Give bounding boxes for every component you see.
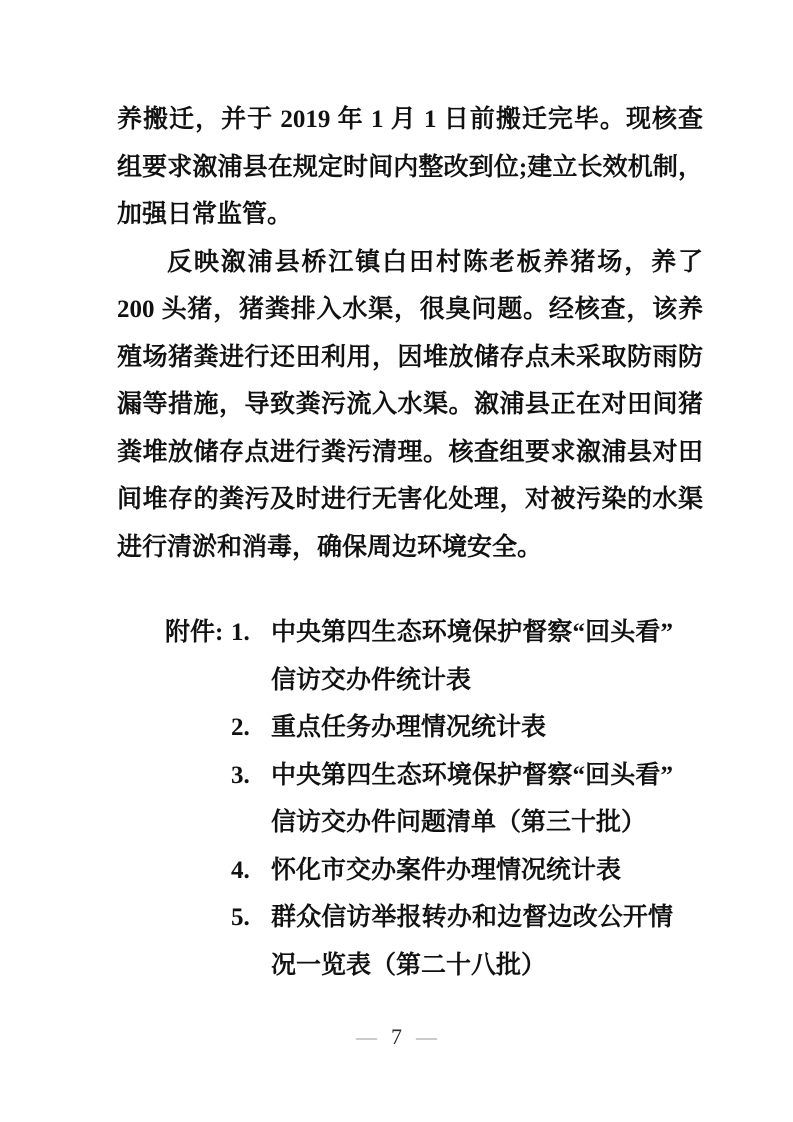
attachment-number: 3. (231, 761, 250, 789)
attachment-item-4 (231, 847, 703, 895)
attachment-item-3 (231, 752, 703, 847)
attachment-number: 1. (231, 619, 250, 646)
attachment-line: 中央第四生态环境保护督察“回头看” (271, 619, 673, 646)
attachment-item-1 (165, 609, 703, 704)
attachment-item-2 (231, 704, 703, 752)
footer-dash-right: — (416, 1025, 437, 1049)
text-line: 殖场猪粪进行还田利用，因堆放储存点未采取防雨防 (117, 343, 703, 371)
attachment-line: 信访交办件问题清单（第三十批） (271, 809, 647, 836)
text-line: 200 头猪，猪粪排入水渠，很臭问题。经核查，该养 (117, 296, 703, 323)
attachment-line: 群众信访举报转办和边督边改公开情 (271, 904, 673, 931)
text-line: 反映溆浦县桥江镇白田村陈老板养猪场，养了 (167, 248, 703, 276)
text-line: 漏等措施，导致粪污流入水渠。溆浦县正在对田间猪 (117, 391, 703, 418)
attachments-label: 附件: (165, 619, 224, 646)
footer-dash-left: — (356, 1025, 377, 1049)
attachment-item-5 (231, 894, 703, 989)
attachment-number: 2. (231, 714, 250, 741)
page-number: 7 (391, 1024, 402, 1049)
attachment-line: 重点任务办理情况统计表 (271, 714, 547, 741)
text-line: 养搬迁，并于 2019 年 1 月 1 日前搬迁完毕。现核查 (117, 106, 703, 133)
text-line: 进行清淤和消毒，确保周边环境安全。 (117, 533, 543, 561)
attachments-list (165, 609, 703, 989)
text-line: 组要求溆浦县在规定时间内整改到位;建立长效机制， (117, 153, 703, 181)
attachment-line: 怀化市交办案件办理情况统计表 (271, 856, 622, 884)
attachment-number: 5. (231, 904, 250, 931)
attachment-line: 信访交办件统计表 (271, 666, 472, 694)
attachment-number: 4. (231, 856, 250, 884)
document-body (117, 96, 703, 989)
text-line: 粪堆放储存点进行粪污清理。核查组要求溆浦县对田 (117, 438, 703, 466)
attachment-line: 况一览表（第二十八批） (271, 951, 547, 979)
paragraph-2 (117, 239, 703, 572)
attachment-line: 中央第四生态环境保护督察“回头看” (271, 761, 673, 789)
paragraph-1 (117, 96, 703, 239)
page-footer (0, 1022, 793, 1052)
text-line: 加强日常监管。 (117, 201, 293, 228)
text-line: 间堆存的粪污及时进行无害化处理，对被污染的水渠 (117, 486, 703, 513)
